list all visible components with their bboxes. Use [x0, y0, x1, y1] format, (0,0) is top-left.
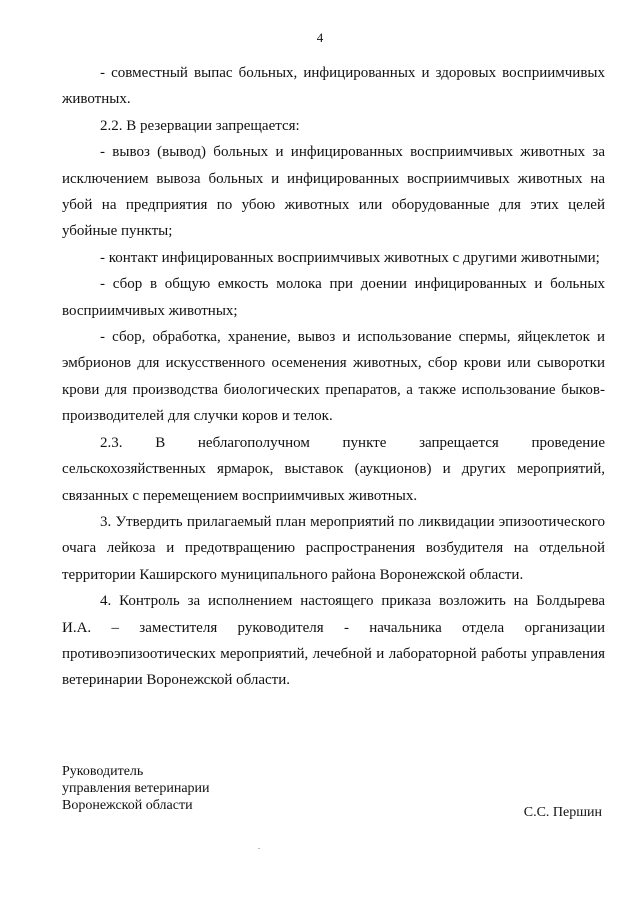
signatory-title-line: Воронежской области — [62, 798, 193, 813]
paragraph-export-animals: - вывоз (вывод) больных и инфицированных восприимчивых животных за исключением вывоза больных и инфицированных восприимчивых животных на убой на предприятия по убою животных или оборудованные для этих целей убойные пункты; — [62, 144, 605, 240]
signatory-name: С.С. Першин — [523, 805, 602, 820]
paragraph-control: 4. Контроль за исполнением настоящего приказа возложить на Болдырева И.А. – заместителя руководителя - начальника отдела организации противоэпизоотических мероприятий, лечебной и лабораторной работы управления ветеринарии Воронежской области. — [62, 593, 605, 689]
paragraph-contact-animals: - контакт инфицированных восприимчивых животных с другими животными; — [100, 249, 600, 266]
signatory-title-line: Руководитель — [62, 764, 144, 779]
paragraph-semen-embryos: - сбор, обработка, хранение, вывоз и использование спермы, яйцеклеток и эмбрионов для искусственного осеменения животных, сбор крови или сыворотки крови для производства биологических препаратов, а также использование быков-производителей для случки коров и телок. — [62, 329, 605, 425]
document-body — [62, 60, 605, 694]
page-number: 4 — [316, 30, 324, 45]
signature-block — [62, 763, 602, 820]
paragraph-fairs-prohibited: 2.3. В неблагополучном пункте запрещается проведение сельскохозяйственных ярмарок, выставок (аукционов) и других мероприятий, связанных с перемещением восприимчивых животных. — [62, 434, 605, 504]
paragraph-approve-plan: 3. Утвердить прилагаемый план мероприятий по ликвидации эпизоотического очага лейкоза и предотвращению распространения возбудителя на отдельной территории Каширского муниципального района Воронежской области. — [62, 513, 605, 583]
signatory-title-line: управления ветеринарии — [62, 781, 210, 796]
paragraph-reservation-prohibited: 2.2. В резервации запрещается: — [100, 117, 300, 134]
scan-speck — [258, 848, 260, 849]
paragraph-milk-collection: - сбор в общую емкость молока при доении инфицированных и больных восприимчивых животных; — [62, 276, 605, 319]
paragraph-joint-grazing: - совместный выпас больных, инфицированных и здоровых восприимчивых животных. — [62, 65, 605, 108]
